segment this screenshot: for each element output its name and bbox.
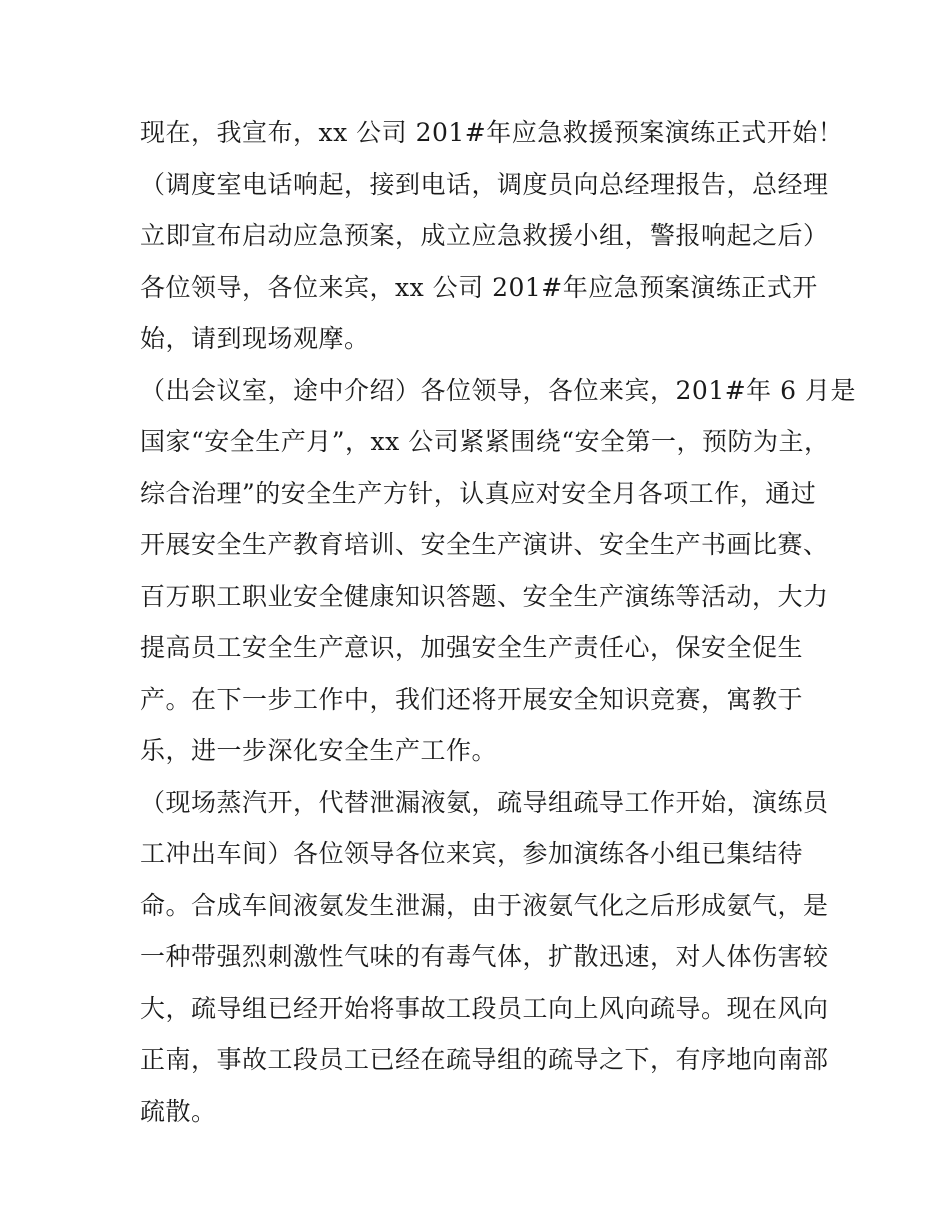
text-line: 工冲出车间）各位领导各位来宾，参加演练各小组已集结待 [140,839,804,868]
text-line: 开展安全生产教育培训、安全生产演讲、安全生产书画比赛、 [140,530,829,559]
text-line: 命。合成车间液氨发生泄漏，由于液氨气化之后形成氨气，是 [140,890,829,920]
document-body [140,107,856,1137]
text-line: 大，疏导组已经开始将事故工段员工向上风向疏导。现在风向 [140,993,829,1023]
text-line: 现在，我宣布，xx 公司 201#年应急救援预案演练正式开始！ [140,118,844,147]
text-line: 乐，进一步深化安全生产工作。 [140,736,498,765]
text-line: 提高员工安全生产意识，加强安全生产责任心，保安全促生 [140,633,804,662]
text-line: 正南，事故工段员工已经在疏导组的疏导之下，有序地向南部 [140,1045,829,1074]
text-line: （现场蒸汽开，代替泄漏液氨，疏导组疏导工作开始，演练员 [140,787,829,817]
text-line: 一种带强烈刺激性气味的有毒气体，扩散迅速，对人体伤害较 [140,942,829,971]
text-line: （出会议室，途中介绍）各位领导，各位来宾，201#年 6 月是 [140,375,856,405]
text-line: 各位领导，各位来宾，xx 公司 201#年应急预案演练正式开 [140,272,818,302]
text-line: 产。在下一步工作中，我们还将开展安全知识竞赛，寓教于 [140,684,804,714]
text-line: 疏散。 [140,1096,217,1126]
text-line: 始，请到现场观摩。 [140,324,370,353]
text-line: （调度室电话响起，接到电话，调度员向总经理报告，总经理 [140,169,829,199]
text-line: 百万职工职业安全健康知识答题、安全生产演练等活动，大力 [140,581,829,611]
text-line: 立即宣布启动应急预案，成立应急救援小组，警报响起之后） [140,221,829,250]
text-line: 综合治理”的安全生产方针，认真应对安全月各项工作，通过 [140,478,817,508]
text-line: 国家“安全生产月”，xx 公司紧紧围绕“安全第一，预防为主， [140,427,830,456]
